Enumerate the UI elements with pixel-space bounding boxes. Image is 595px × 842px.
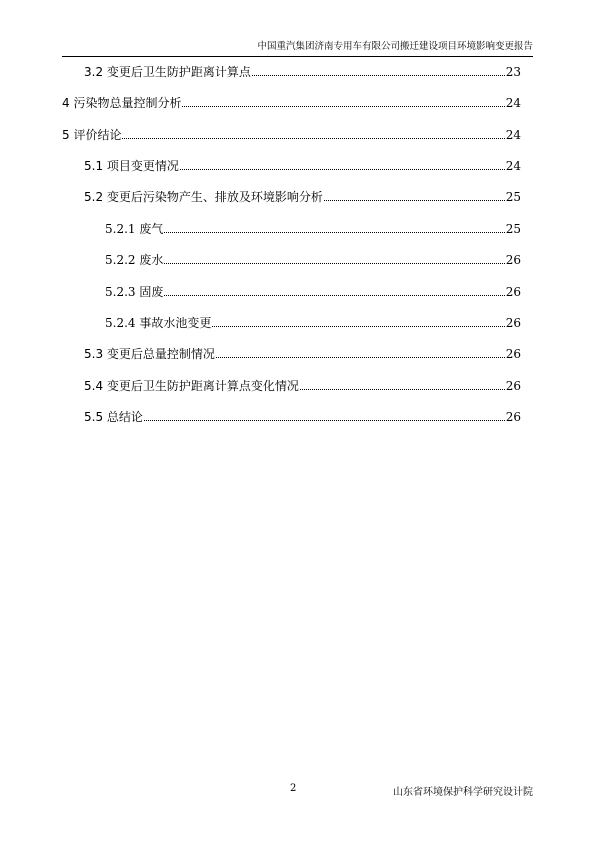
- toc-entry-title: 3.2 变更后卫生防护距离计算点: [84, 65, 251, 79]
- toc-leader-dots: [180, 169, 505, 170]
- toc-entry-page: 23: [505, 65, 521, 79]
- toc-entry-title: 5.1 项目变更情况: [84, 159, 179, 173]
- toc-entry-page: 26: [505, 379, 521, 393]
- toc-entry-title: 5.2.3 固废: [105, 285, 164, 299]
- toc-entry-4[interactable]: [62, 93, 521, 111]
- toc-entry-5-5[interactable]: [84, 407, 521, 425]
- toc-entry-page: 25: [505, 222, 521, 236]
- toc-entry-5[interactable]: [62, 125, 521, 143]
- toc-entry-page: 25: [505, 190, 521, 204]
- toc-entry-page: 24: [505, 96, 521, 110]
- running-header: 中国重汽集团济南专用车有限公司搬迁建设项目环境影响变更报告: [257, 41, 533, 52]
- toc-entry-page: 24: [505, 159, 521, 173]
- toc-entry-page: 26: [505, 253, 521, 267]
- toc-leader-dots: [164, 263, 504, 264]
- toc-leader-dots: [300, 389, 505, 390]
- toc-leader-dots: [144, 420, 505, 421]
- toc-leader-dots: [164, 295, 504, 296]
- toc-entry-title: 5 评价结论: [62, 128, 122, 142]
- toc-leader-dots: [122, 138, 504, 139]
- toc-leader-dots: [252, 75, 505, 76]
- toc-leader-dots: [182, 106, 504, 107]
- toc-entry-title: 5.3 变更后总量控制情况: [84, 347, 215, 361]
- toc-entry-title: 5.4 变更后卫生防护距离计算点变化情况: [84, 379, 299, 393]
- toc-entry-title: 5.5 总结论: [84, 410, 143, 424]
- toc-leader-dots: [216, 357, 505, 358]
- toc-leader-dots: [324, 200, 505, 201]
- toc-entry-title: 4 污染物总量控制分析: [62, 96, 182, 110]
- toc-entry-5-2[interactable]: [84, 187, 521, 205]
- toc-entry-5-2-4[interactable]: [105, 313, 521, 331]
- toc-entry-page: 26: [505, 347, 521, 361]
- toc-leader-dots: [212, 326, 504, 327]
- toc-entry-page: 26: [505, 316, 521, 330]
- toc-entry-page: 26: [505, 285, 521, 299]
- toc-entry-title: 5.2.1 废气: [105, 222, 164, 236]
- toc-entry-page: 24: [505, 128, 521, 142]
- footer-organization: 山东省环境保护科学研究设计院: [393, 787, 533, 798]
- toc-leader-dots: [164, 232, 504, 233]
- toc-entry-title: 5.2.4 事故水池变更: [105, 316, 212, 330]
- toc-entry-title: 5.2.2 废水: [105, 253, 164, 267]
- toc-entry-title: 5.2 变更后污染物产生、排放及环境影响分析: [84, 190, 323, 204]
- toc-entry-5-4[interactable]: [84, 376, 521, 394]
- toc-entry-5-1[interactable]: [84, 156, 521, 174]
- toc-entry-5-2-2[interactable]: [105, 250, 521, 268]
- page-number: 2: [290, 783, 297, 794]
- toc-entry-5-3[interactable]: [84, 344, 521, 362]
- header-rule: [62, 56, 533, 57]
- toc-entry-3-2[interactable]: [84, 62, 521, 80]
- toc-entry-5-2-1[interactable]: [105, 219, 521, 237]
- toc-entry-5-2-3[interactable]: [105, 282, 521, 300]
- toc-entry-page: 26: [505, 410, 521, 424]
